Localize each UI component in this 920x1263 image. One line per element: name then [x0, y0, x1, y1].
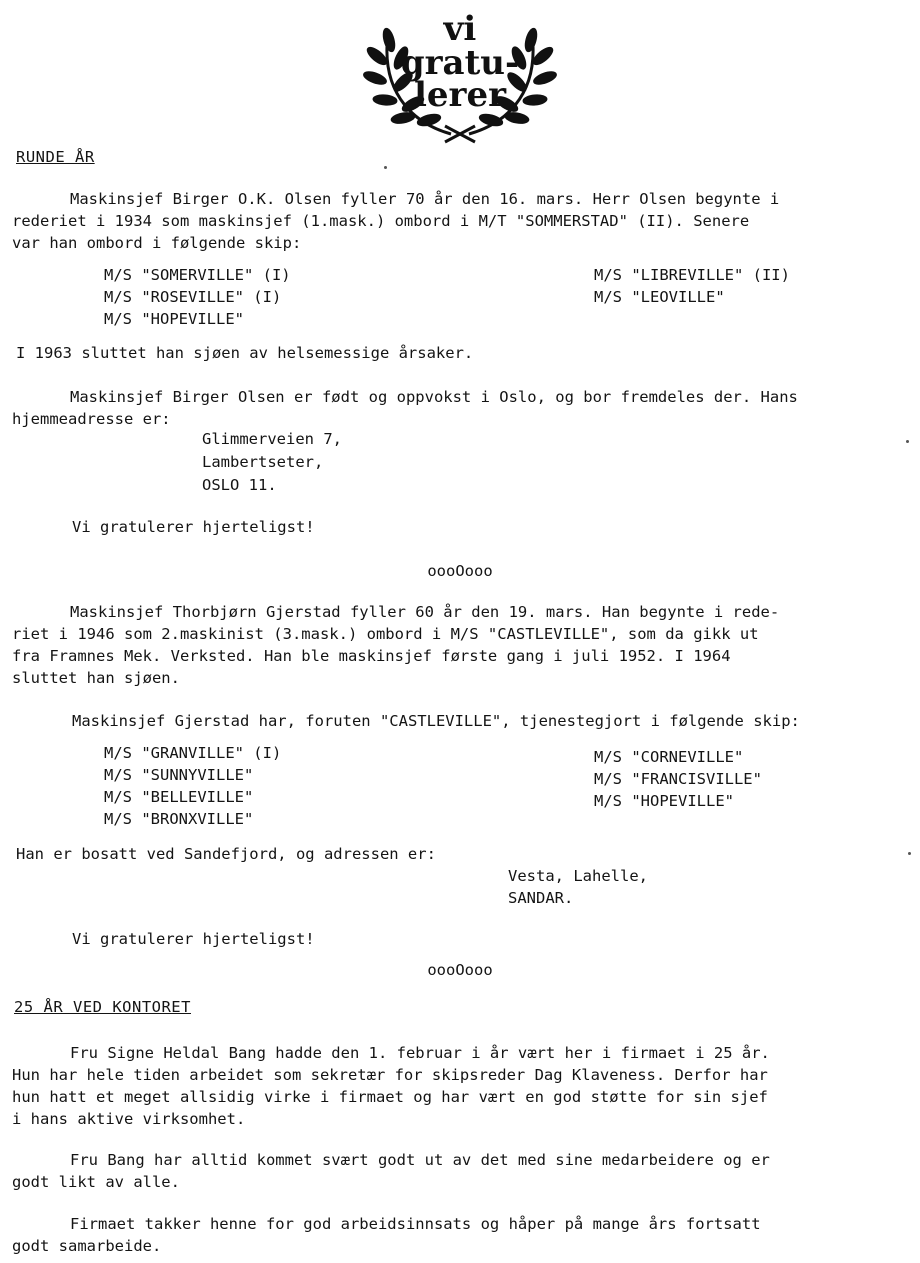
text-line: Firmaet takker henne for god arbeidsinnsats og håper på mange års fortsatt	[70, 1215, 761, 1233]
ship-list-item: M/S "LEOVILLE"	[594, 288, 725, 306]
congratulations-line: Vi gratulerer hjerteligst!	[72, 518, 315, 536]
section-heading-runde-ar: RUNDE ÅR	[16, 148, 95, 166]
text-line: Fru Bang har alltid kommet svært godt ut av det med sine medarbeidere og er	[70, 1151, 770, 1169]
text-line: hjemmeadresse er:	[12, 410, 171, 428]
ship-list-item: M/S "BELLEVILLE"	[104, 788, 254, 806]
ship-list-item: M/S "HOPEVILLE"	[104, 310, 244, 328]
olsen-paragraph-1	[12, 188, 912, 254]
ship-list-item: M/S "LIBREVILLE" (II)	[594, 266, 790, 284]
ship-list-item: M/S "SUNNYVILLE"	[104, 766, 254, 784]
ship-list-item: M/S "SOMERVILLE" (I)	[104, 266, 291, 284]
ship-list-item: M/S "ROSEVILLE" (I)	[104, 288, 282, 306]
logo-line-lerer: lerer	[413, 75, 506, 115]
text-line: riet i 1946 som 2.maskinist (3.mask.) ombord i M/S "CASTLEVILLE", som da gikk ut	[12, 625, 759, 643]
ship-list-item: M/S "GRANVILLE" (I)	[104, 744, 282, 762]
gjerstad-paragraph-2: Maskinsjef Gjerstad har, foruten "CASTLEVILLE", tjenestegjort i følgende skip:	[72, 712, 800, 730]
address-line: OSLO 11.	[202, 476, 277, 494]
text-line: i hans aktive virksomhet.	[12, 1110, 246, 1128]
bang-paragraph-3	[12, 1213, 912, 1257]
text-line: var han ombord i følgende skip:	[12, 234, 302, 252]
address-line: Lambertseter,	[202, 453, 324, 471]
logo-line-vi: vi	[443, 9, 477, 49]
section-heading-25-ar: 25 ÅR VED KONTORET	[14, 998, 191, 1016]
address-line: Vesta, Lahelle,	[508, 867, 648, 885]
text-line: Maskinsjef Birger Olsen er født og oppvokst i Oslo, og bor fremdeles der. Hans	[70, 388, 798, 406]
logo-line-gratu: gratu-	[400, 43, 520, 83]
text-line: godt samarbeide.	[12, 1237, 162, 1255]
ship-list-item: M/S "FRANCISVILLE"	[594, 770, 762, 788]
address-line: Glimmerveien 7,	[202, 430, 342, 448]
address-line: SANDAR.	[508, 889, 574, 907]
text-line: sluttet han sjøen.	[12, 669, 180, 687]
text-line: fra Framnes Mek. Verksted. Han ble maskinsjef første gang i juli 1952. I 1964	[12, 647, 731, 665]
text-line: godt likt av alle.	[12, 1173, 180, 1191]
text-line: hun hatt et meget allsidig virke i firmaet og har vært en god støtte for sin sjef	[12, 1088, 768, 1106]
scan-speck	[906, 440, 909, 443]
text-line: Maskinsjef Thorbjørn Gjerstad fyller 60 år den 19. mars. Han begynte i rede-	[70, 603, 780, 621]
congratulations-line: Vi gratulerer hjerteligst!	[72, 930, 315, 948]
olsen-paragraph-3	[12, 386, 912, 430]
bang-paragraph-2	[12, 1149, 912, 1193]
separator: oooOooo	[427, 961, 493, 979]
gjerstad-paragraph-3: Han er bosatt ved Sandefjord, og adressen er:	[16, 845, 436, 863]
gjerstad-paragraph-1	[12, 601, 912, 689]
text-line: Hun har hele tiden arbeidet som sekretær for skipsreder Dag Klaveness. Derfor har	[12, 1066, 768, 1084]
text-line: Fru Signe Heldal Bang hadde den 1. februar i år vært her i firmaet i 25 år.	[70, 1044, 770, 1062]
separator: oooOooo	[427, 562, 493, 580]
ship-list-item: M/S "HOPEVILLE"	[594, 792, 734, 810]
text-line: rederiet i 1934 som maskinsjef (1.mask.) ombord i M/T "SOMMERSTAD" (II). Senere	[12, 212, 750, 230]
congratulations-logo	[355, 6, 565, 144]
ship-list-item: M/S "BRONXVILLE"	[104, 810, 254, 828]
scan-speck	[908, 852, 911, 855]
ship-list-item: M/S "CORNEVILLE"	[594, 748, 744, 766]
bang-paragraph-1	[12, 1042, 912, 1130]
olsen-paragraph-2: I 1963 sluttet han sjøen av helsemessige årsaker.	[16, 344, 474, 362]
scan-speck	[384, 166, 387, 169]
text-line: Maskinsjef Birger O.K. Olsen fyller 70 år den 16. mars. Herr Olsen begynte i	[70, 190, 780, 208]
